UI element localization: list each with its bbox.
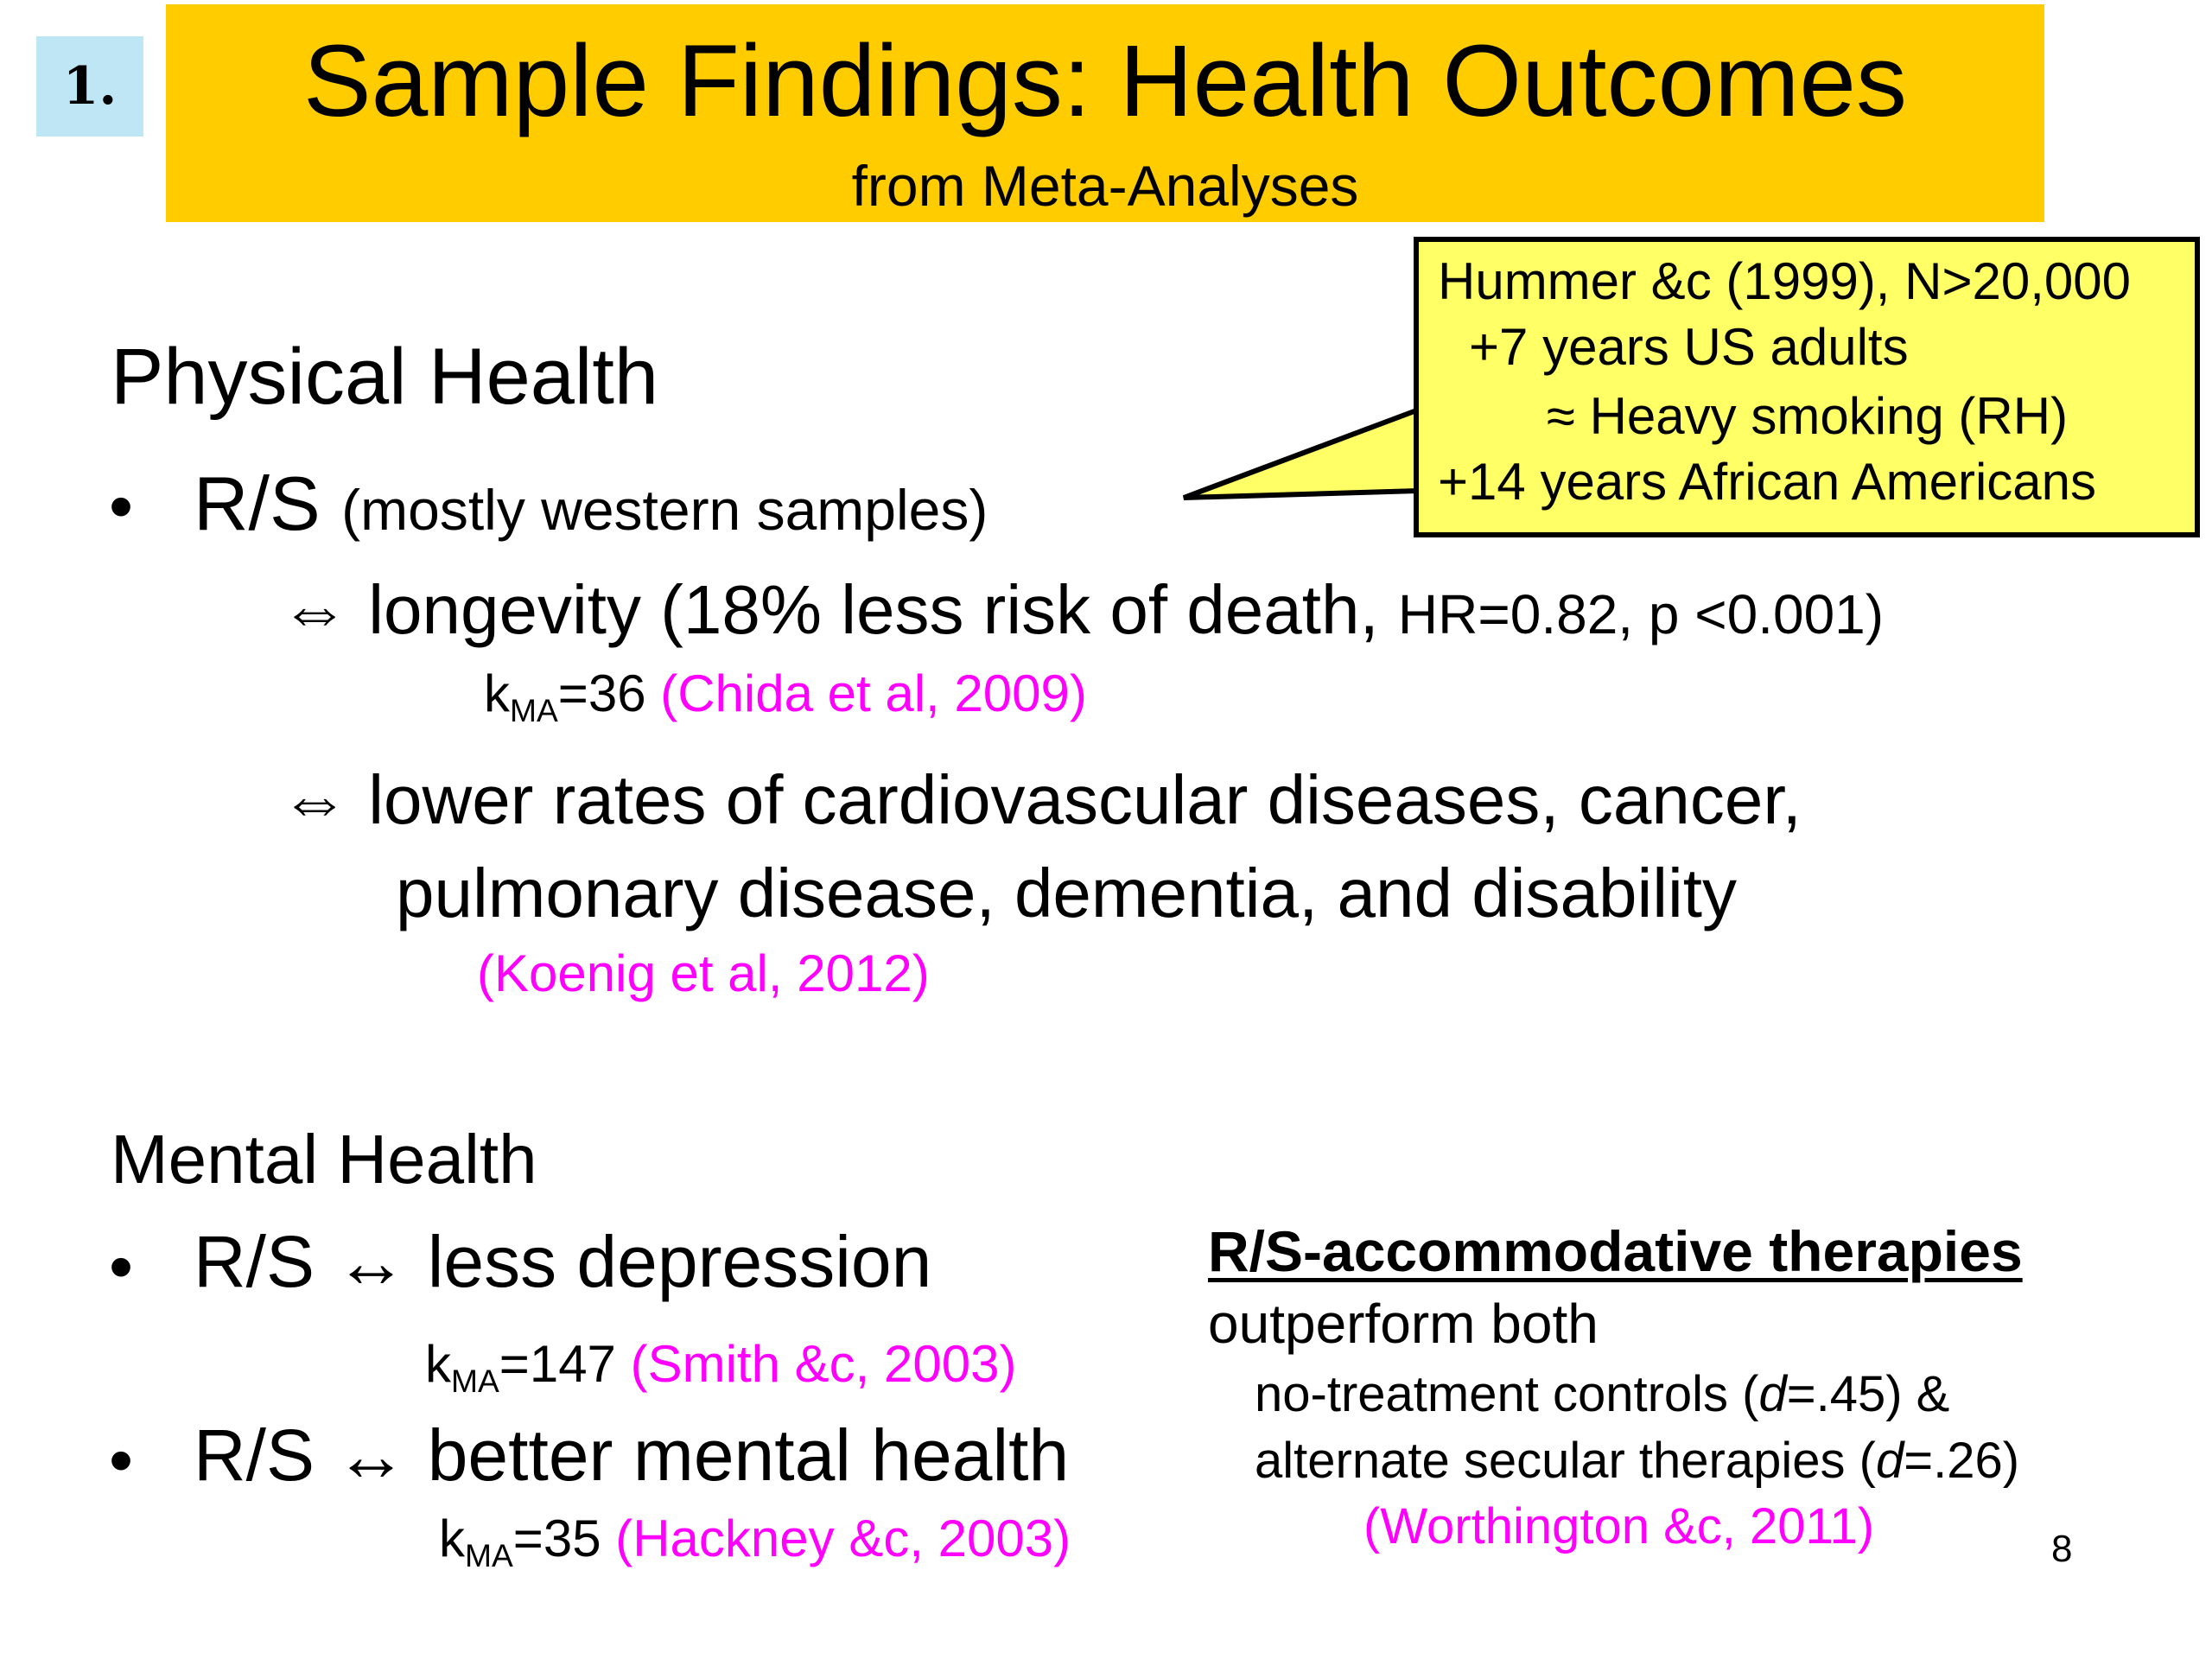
longevity-item [280, 570, 1884, 650]
bullet: • [109, 1421, 134, 1498]
disease-item [280, 760, 1802, 840]
longevity-stats: HR=0.82, p <0.001) [1397, 583, 1885, 645]
disease-text-line2: pulmonary disease, dementia, and disability [396, 855, 1737, 931]
citation: (Smith &c, 2003) [630, 1335, 1017, 1393]
bullet: • [109, 467, 134, 544]
callout-line: Hummer &c (1999), N>20,000 [1438, 252, 2132, 310]
slide-number-text: 1. [62, 56, 118, 117]
therapies-body: outperform both [1208, 1293, 1599, 1355]
slide-subtitle: from Meta-Analyses [851, 154, 1359, 218]
physical-bullet-note: (mostly western samples) [341, 478, 988, 542]
double-arrow-icon: ⇔ [280, 761, 349, 838]
callout-line: ≈ Heavy smoking (RH) [1547, 387, 2069, 445]
slide-number-badge [36, 36, 143, 137]
physical-bullet-text: R/S [194, 461, 321, 546]
mental-health-item: R/S ↔ better mental health [194, 1414, 1070, 1496]
title-banner [166, 4, 2044, 222]
double-arrow-icon: ⇔ [280, 571, 349, 648]
callout-box [1414, 237, 2200, 537]
bullet: • [109, 1228, 134, 1305]
therapies-line2: alternate secular therapies (d=.26) [1255, 1433, 2020, 1489]
citation: (Koenig et al, 2012) [477, 944, 930, 1002]
k-label: $k_{MA}=147$ [425, 1335, 616, 1399]
mental-health-reference [439, 1509, 1071, 1574]
k-label: $k_{MA}=35$ [439, 1510, 601, 1573]
callout-line: +7 years US adults [1469, 318, 1909, 376]
citation: (Chida et al, 2009) [660, 664, 1087, 722]
mental-health-heading: Mental Health [111, 1121, 537, 1198]
k-label: $k_{MA}=36$ [484, 664, 646, 728]
therapies-line1: no-treatment controls (d=.45) & [1255, 1366, 1950, 1422]
citation: (Worthington &c, 2011) [1363, 1498, 1875, 1554]
slide-title: Sample Findings: Health Outcomes [302, 24, 1908, 138]
physical-health-heading: Physical Health [111, 333, 659, 421]
citation: (Hackney &c, 2003) [615, 1510, 1071, 1567]
depression-item: R/S ↔ less depression [194, 1221, 932, 1302]
physical-bullet [194, 460, 988, 548]
disease-text-line1: lower rates of cardiovascular diseases, cancer, [368, 761, 1802, 838]
therapies-heading: R/S-accommodative therapies [1208, 1219, 2023, 1283]
callout-line: +14 years African Americans [1438, 453, 2097, 511]
depression-reference [425, 1334, 1016, 1400]
longevity-text: longevity (18% less risk of death, [368, 571, 1379, 648]
longevity-reference [484, 664, 1087, 729]
page-number: 8 [2051, 1528, 2073, 1570]
